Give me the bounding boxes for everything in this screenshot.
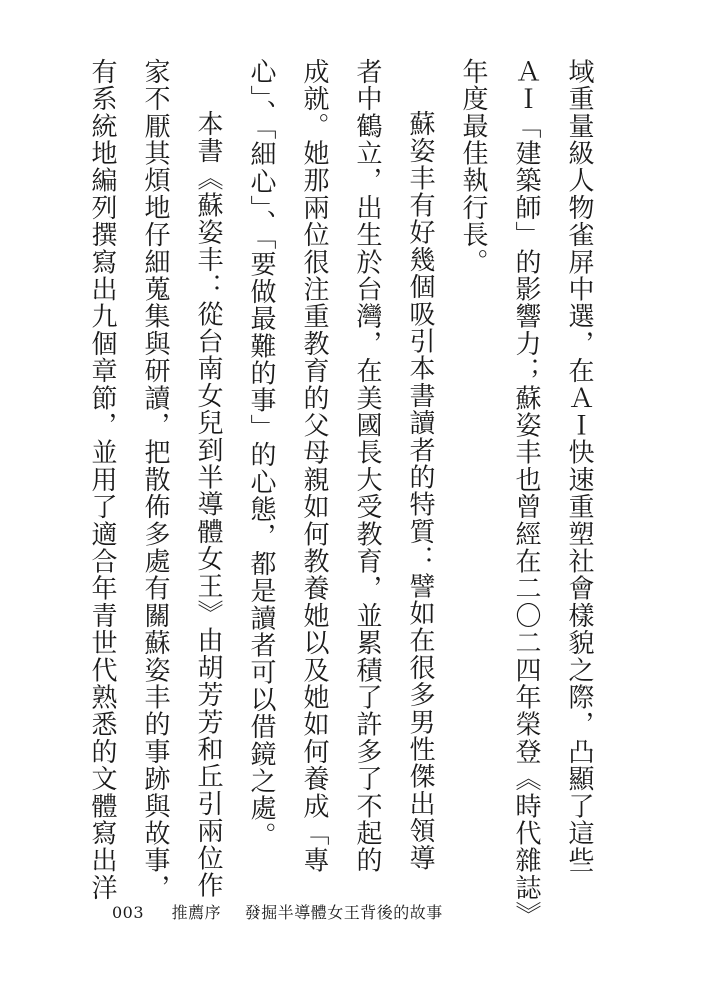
page-footer bbox=[112, 900, 443, 923]
page-number: 003 bbox=[112, 903, 145, 922]
text-line-7: 心」、「細心」、「要做最難的事」的心態，都是讀者可以借鏡之處。 bbox=[246, 58, 276, 850]
text-line-5: 者中鶴立，出生於台灣，在美國長大受教育，並累積了許多了不起的 bbox=[352, 58, 382, 874]
running-title: 發掘半導體女王背後的故事 bbox=[244, 903, 443, 922]
text-line-1: 域重量級人物雀屏中選，在ＡＩ快速重塑社會樣貌之際，凸顯了這些 bbox=[564, 58, 594, 874]
text-line-2: ＡＩ「建築師」的影響力；蘇姿丰也曾經在二〇二四年榮登《時代雜誌》 bbox=[511, 58, 541, 929]
section-label: 推薦序 bbox=[171, 903, 222, 922]
text-line-4: 蘇姿丰有好幾個吸引本書讀者的特質：譬如在很多男性傑出領導 bbox=[405, 110, 435, 872]
text-line-10: 有系統地編列撰寫出九個章節，並用了適合年青世代熟悉的文體寫出洋 bbox=[87, 58, 117, 902]
text-line-9: 家不厭其煩地仔細蒐集與研讀，把散佈多處有關蘇姿丰的事跡與故事， bbox=[140, 58, 170, 902]
text-line-6: 成就。她那兩位很注重教育的父母親如何教養她以及她如何養成「專 bbox=[299, 58, 329, 874]
text-line-3: 年度最佳執行長。 bbox=[458, 58, 488, 276]
text-line-8: 本書《蘇姿丰：從台南女兒到半導體女王》由胡芳芳和丘引兩位作 bbox=[193, 110, 223, 899]
